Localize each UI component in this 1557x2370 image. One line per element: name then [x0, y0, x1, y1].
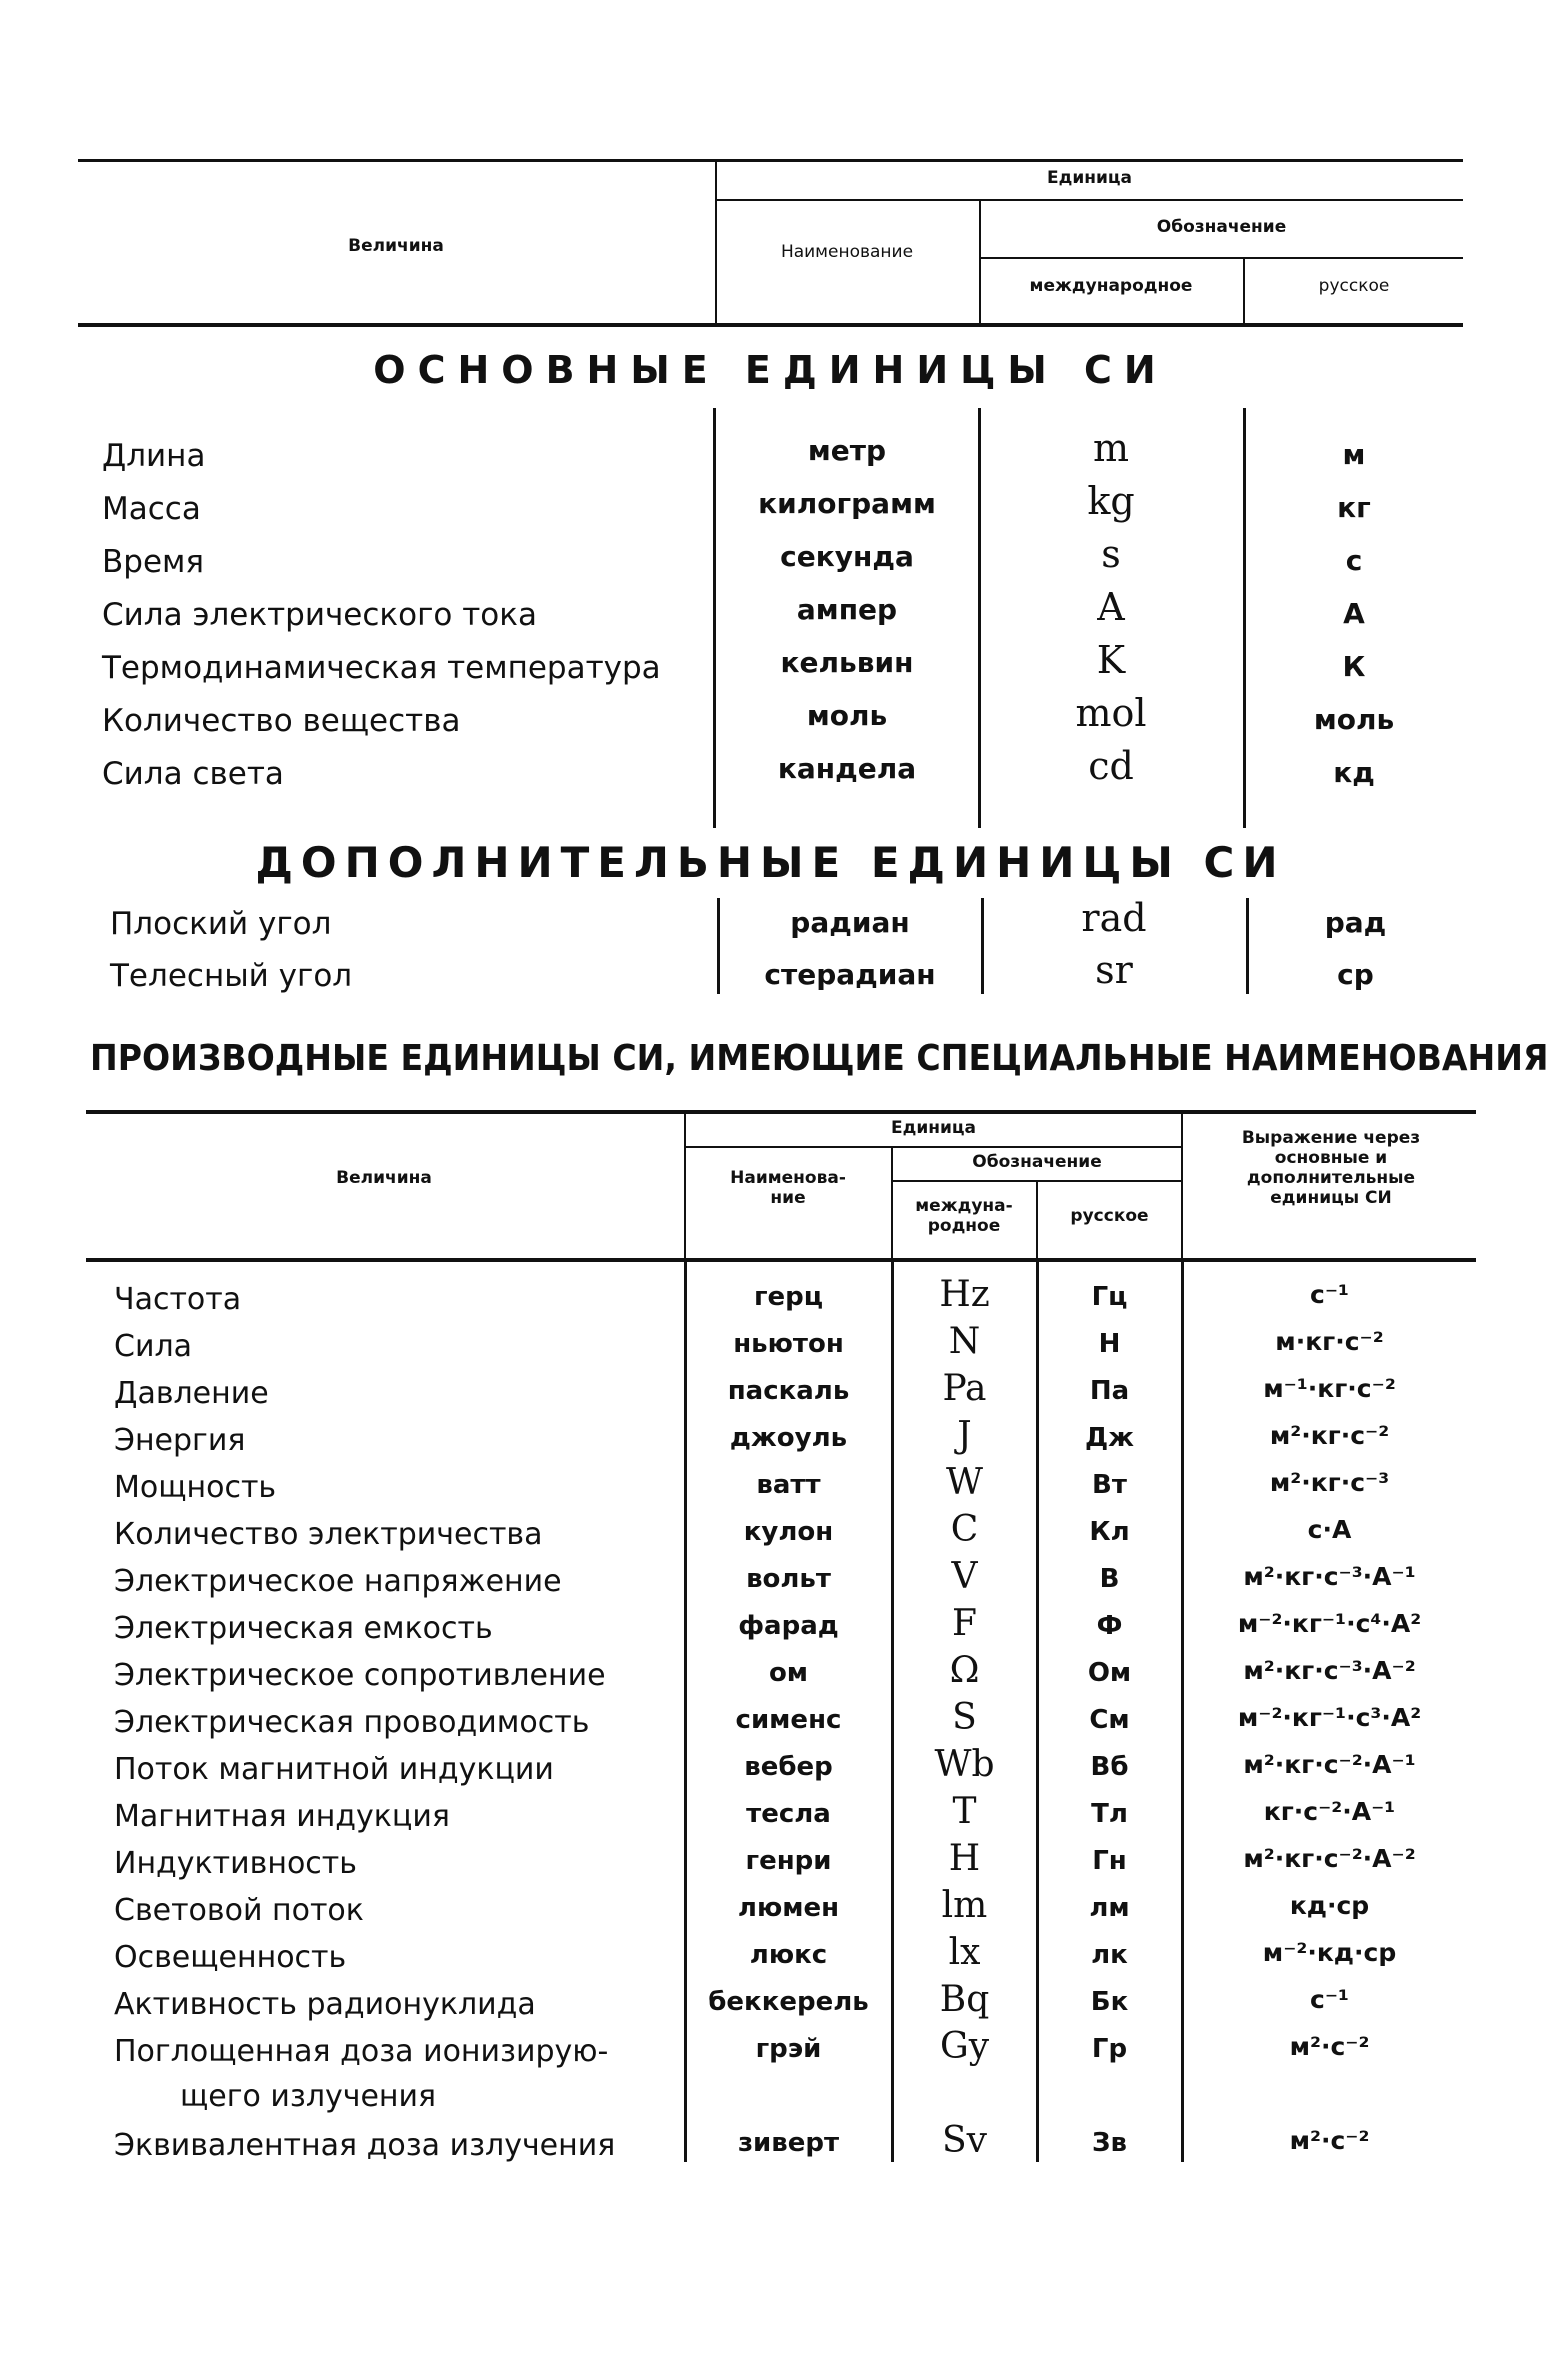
- intl-symbol-cell: A: [1097, 585, 1125, 629]
- rus-symbol-cell: См: [1089, 1705, 1130, 1735]
- intl-symbol-cell: kg: [1087, 479, 1135, 523]
- intl-symbol-cell: rad: [1081, 896, 1147, 940]
- unit-name-cell: кельвин: [780, 646, 914, 679]
- expression-cell: м²·кг·с⁻³: [1269, 1468, 1390, 1497]
- expression-cell: с⁻¹: [1310, 1985, 1349, 2014]
- expression-cell: кг·с⁻²·А⁻¹: [1263, 1797, 1396, 1826]
- quantity-cell: Поток магнитной индукции: [114, 1752, 554, 1787]
- rus-symbol-cell: лм: [1089, 1893, 1130, 1923]
- quantity-cell: Количество электричества: [114, 1517, 543, 1552]
- rus-symbol-cell: Н: [1098, 1329, 1121, 1359]
- quantity-cell: Телесный угол: [110, 958, 353, 994]
- table1-unit-rule: [716, 199, 1463, 201]
- unit-name-cell: ньютон: [733, 1329, 844, 1359]
- table1-header-unit: Единица: [1047, 168, 1132, 188]
- intl-symbol-cell: Sv: [942, 2120, 987, 2161]
- unit-name-cell: секунда: [780, 540, 914, 573]
- unit-name-cell: зиверт: [737, 2128, 840, 2158]
- expression-cell: м⁻¹·кг·с⁻²: [1263, 1374, 1396, 1403]
- quantity-cell: Давление: [114, 1376, 269, 1411]
- expression-cell: кд·ср: [1289, 1891, 1370, 1920]
- intl-symbol-cell: Bq: [939, 1979, 990, 2020]
- unit-name-cell: сименс: [735, 1705, 842, 1735]
- intl-symbol-cell: Ω: [949, 1650, 980, 1691]
- expression-cell: м⁻²·кд·ср: [1262, 1938, 1397, 1967]
- rus-symbol-cell: В: [1099, 1564, 1120, 1594]
- quantity-cell: Плоский угол: [110, 906, 332, 942]
- unit-name-cell: моль: [806, 699, 888, 732]
- expression-cell: м²·с⁻²: [1289, 2032, 1370, 2061]
- table2-header-designation: Обозначение: [972, 1152, 1102, 1172]
- table2-header-international: междуна-родное: [915, 1196, 1013, 1236]
- table2-unit-rule: [686, 1146, 1182, 1148]
- expression-cell: м·кг·с⁻²: [1275, 1327, 1384, 1356]
- unit-name-cell: метр: [807, 434, 887, 467]
- quantity-cell-cont: щего излучения: [180, 2079, 437, 2114]
- unit-name-cell: кулон: [743, 1517, 834, 1547]
- rus-symbol-cell: Гн: [1092, 1846, 1127, 1876]
- intl-symbol-cell: N: [948, 1321, 981, 1362]
- table1-base-title: ОСНОВНЫЕ ЕДИНИЦЫ СИ: [373, 348, 1168, 392]
- table1-header-bottom-rule: [78, 323, 1463, 327]
- table1-supp-title: ДОПОЛНИТЕЛЬНЫЕ ЕДИНИЦЫ СИ: [255, 838, 1286, 887]
- expression-cell: м²·кг·с⁻²·А⁻²: [1243, 1844, 1416, 1873]
- table2-header-russian: русское: [1070, 1206, 1149, 1226]
- intl-symbol-cell: H: [948, 1838, 981, 1879]
- quantity-cell: Активность радионуклида: [114, 1987, 536, 2022]
- rus-symbol-cell: К: [1342, 650, 1366, 683]
- expression-cell: м⁻²·кг⁻¹·с³·А²: [1237, 1703, 1422, 1732]
- rus-symbol-cell: А: [1343, 597, 1365, 630]
- quantity-cell: Электрическая проводимость: [114, 1705, 590, 1740]
- intl-symbol-cell: cd: [1088, 744, 1134, 788]
- intl-symbol-cell: J: [957, 1415, 972, 1456]
- unit-name-cell: джоуль: [729, 1423, 848, 1453]
- intl-symbol-cell: lx: [948, 1932, 981, 1973]
- rus-symbol-cell: м: [1342, 438, 1366, 471]
- table1-header-international: международное: [1029, 276, 1193, 296]
- table2-header-name: Наименова-ние: [730, 1168, 846, 1208]
- unit-name-cell: ампер: [796, 593, 898, 626]
- quantity-cell: Световой поток: [114, 1893, 364, 1928]
- quantity-cell: Сила электрического тока: [102, 597, 537, 633]
- unit-name-cell: килограмм: [758, 487, 936, 520]
- intl-symbol-cell: S: [952, 1697, 977, 1738]
- unit-name-cell: вольт: [746, 1564, 831, 1594]
- quantity-cell: Электрическое сопротивление: [114, 1658, 606, 1693]
- rus-symbol-cell: Гр: [1091, 2034, 1128, 2064]
- unit-name-cell: герц: [753, 1282, 824, 1312]
- rus-symbol-cell: с: [1345, 544, 1363, 577]
- expression-cell: м²·кг·с⁻³·А⁻²: [1243, 1656, 1416, 1685]
- unit-name-cell: стерадиан: [764, 958, 936, 991]
- expression-cell: с·А: [1307, 1515, 1352, 1544]
- rus-symbol-cell: кг: [1337, 491, 1371, 524]
- table2-header-quantity: Величина: [336, 1168, 432, 1188]
- intl-symbol-cell: Wb: [934, 1744, 995, 1785]
- table2-header-expression: Выражение через основные и дополнительные единицы СИ: [1241, 1128, 1421, 1208]
- table1-top-rule: [78, 159, 1463, 162]
- quantity-cell: Магнитная индукция: [114, 1799, 450, 1834]
- rus-symbol-cell: рад: [1324, 906, 1387, 939]
- unit-name-cell: тесла: [746, 1799, 831, 1829]
- intl-symbol-cell: Gy: [939, 2026, 990, 2067]
- rus-symbol-cell: Бк: [1090, 1987, 1129, 2017]
- expression-cell: м²·кг·с⁻²: [1269, 1421, 1390, 1450]
- unit-name-cell: кандела: [777, 752, 917, 785]
- intl-symbol-cell: V: [951, 1556, 978, 1597]
- table1-header-russian: русское: [1318, 276, 1390, 296]
- rus-symbol-cell: Дж: [1084, 1423, 1135, 1453]
- quantity-cell: Длина: [102, 438, 206, 474]
- quantity-cell: Сила: [114, 1329, 193, 1364]
- quantity-cell: Масса: [102, 491, 201, 527]
- unit-name-cell: беккерель: [708, 1987, 869, 2017]
- rus-symbol-cell: Гц: [1091, 1282, 1128, 1312]
- intl-symbol-cell: Hz: [939, 1274, 990, 1315]
- rus-symbol-cell: Вт: [1092, 1470, 1127, 1500]
- unit-name-cell: ватт: [756, 1470, 821, 1500]
- intl-symbol-cell: T: [952, 1791, 977, 1832]
- table2-top-rule: [86, 1110, 1476, 1114]
- expression-cell: м²·кг·с⁻²·А⁻¹: [1243, 1750, 1416, 1779]
- quantity-cell: Электрическая емкость: [114, 1611, 493, 1646]
- rus-symbol-cell: Па: [1089, 1376, 1130, 1406]
- rus-symbol-cell: моль: [1313, 703, 1395, 736]
- table1-designation-rule: [980, 257, 1463, 259]
- intl-symbol-cell: Pa: [942, 1368, 987, 1409]
- rus-symbol-cell: Кл: [1089, 1517, 1130, 1547]
- unit-name-cell: вебер: [744, 1752, 833, 1782]
- rus-symbol-cell: Вб: [1090, 1752, 1129, 1782]
- quantity-cell: Индуктивность: [114, 1846, 357, 1881]
- table1-header-quantity: Величина: [348, 236, 444, 256]
- rus-symbol-cell: Ф: [1096, 1611, 1123, 1641]
- intl-symbol-cell: C: [950, 1509, 979, 1550]
- quantity-cell: Количество вещества: [102, 703, 461, 739]
- intl-symbol-cell: K: [1096, 638, 1126, 682]
- rus-symbol-cell: Ом: [1087, 1658, 1132, 1688]
- table2-header-bottom-rule: [86, 1258, 1476, 1262]
- table1-header-name: Наименование: [780, 242, 914, 262]
- quantity-cell: Частота: [114, 1282, 242, 1317]
- unit-name-cell: паскаль: [727, 1376, 850, 1406]
- quantity-cell: Поглощенная доза ионизирую-: [114, 2034, 609, 2069]
- unit-name-cell: радиан: [790, 906, 910, 939]
- quantity-cell: Эквивалентная доза излучения: [114, 2128, 616, 2163]
- table2-header-unit: Единица: [891, 1118, 976, 1138]
- intl-symbol-cell: W: [945, 1462, 983, 1503]
- quantity-cell: Мощность: [114, 1470, 277, 1505]
- unit-name-cell: грэй: [755, 2034, 822, 2064]
- rus-symbol-cell: кд: [1333, 756, 1375, 789]
- intl-symbol-cell: mol: [1075, 691, 1147, 735]
- quantity-cell: Сила света: [102, 756, 284, 792]
- quantity-cell: Электрическое напряжение: [114, 1564, 562, 1599]
- unit-name-cell: фарад: [738, 1611, 839, 1641]
- rus-symbol-cell: лк: [1091, 1940, 1128, 1970]
- table2-title: ПРОИЗВОДНЫЕ ЕДИНИЦЫ СИ, ИМЕЮЩИЕ СПЕЦИАЛЬНЫЕ НАИМЕНОВАНИЯ: [90, 1038, 1549, 1079]
- intl-symbol-cell: sr: [1095, 948, 1133, 992]
- unit-name-cell: ом: [768, 1658, 809, 1688]
- quantity-cell: Термодинамическая температура: [102, 650, 661, 686]
- unit-name-cell: генри: [745, 1846, 832, 1876]
- quantity-cell: Освещенность: [114, 1940, 347, 1975]
- rus-symbol-cell: Зв: [1092, 2128, 1127, 2158]
- rus-symbol-cell: Тл: [1091, 1799, 1128, 1829]
- rus-symbol-cell: ср: [1337, 958, 1374, 991]
- expression-cell: м²·с⁻²: [1289, 2126, 1370, 2155]
- unit-name-cell: люкс: [749, 1940, 828, 1970]
- quantity-cell: Энергия: [114, 1423, 246, 1458]
- table2-header-vline-4: [1181, 1112, 1183, 1260]
- intl-symbol-cell: s: [1101, 532, 1121, 576]
- intl-symbol-cell: lm: [941, 1885, 988, 1926]
- quantity-cell: Время: [102, 544, 205, 580]
- table1-header-designation: Обозначение: [1156, 217, 1287, 237]
- intl-symbol-cell: m: [1092, 426, 1130, 470]
- unit-name-cell: люмен: [737, 1893, 840, 1923]
- expression-cell: с⁻¹: [1310, 1280, 1349, 1309]
- expression-cell: м⁻²·кг⁻¹·с⁴·А²: [1237, 1609, 1422, 1638]
- intl-symbol-cell: F: [952, 1603, 977, 1644]
- expression-cell: м²·кг·с⁻³·А⁻¹: [1243, 1562, 1416, 1591]
